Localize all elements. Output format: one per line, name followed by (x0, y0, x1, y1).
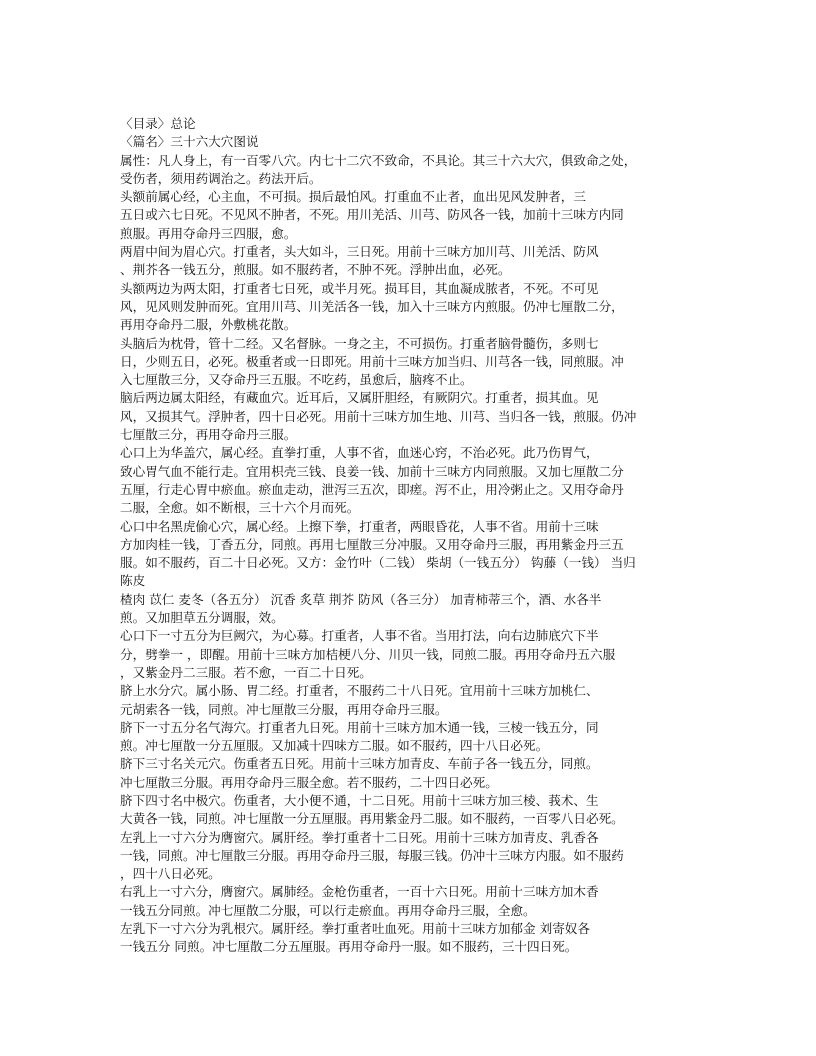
text-line: 心口下一寸五分为巨阙穴，为心募。打重者，人事不省。当用打法，向右边肺底穴下半 (120, 628, 599, 644)
text-line: 右乳上一寸六分，膺窗穴。属肺经。金枪伤重者，一百十六日死。用前十三味方加木香 (120, 884, 599, 900)
text-line: 服。如不服药，百二十日必死。又方：金竹叶（二钱） 柴胡（一钱五分） 钩藤（一钱） 当归 (120, 555, 636, 571)
text-line: 五厘，行走心胃中瘀血。瘀血走动，泄泻三五次，即瘥。泻不止，用冷粥止之。又用夺命丹 (120, 481, 624, 497)
text-line: 一钱五分同煎。冲七厘散二分服，可以行走瘀血。再用夺命丹三服，全愈。 (120, 902, 536, 918)
text-line: 分，劈拳一 ，即醒。用前十三味方加桔梗八分、川贝一钱，同煎二服。再用夺命丹五六服 (120, 646, 616, 662)
text-line: 脐上水分穴。属小肠、胃二经。打重者，不服药二十八日死。宜用前十三味方加桃仁、 (120, 683, 599, 699)
text-line: 元胡索各一钱，同煎。冲七厘散三分服，再用夺命丹三服。 (120, 701, 448, 717)
text-line: 属性：凡人身上，有一百零八穴。内七十二穴不致命，不具论。其三十六大穴，俱致命之处， (120, 152, 637, 168)
text-line: 心口上为华盖穴，属心经。直拳打重，人事不省，血迷心窍，不治必死。此乃伤胃气， (120, 445, 599, 461)
document-page (120, 115, 670, 957)
text-line: 左乳上一寸六分为膺窗穴。属肝经。拳打重者十二日死。用前十三味方加青皮、乳香各 (120, 829, 599, 845)
text-line: 煎服。再用夺命丹三四服，愈。 (120, 225, 297, 241)
text-line: 左乳下一寸六分为乳根穴。属肝经。拳打重者吐血死。用前十三味方加郁金 刘寄奴各 (120, 921, 590, 937)
text-line: 入七厘散三分，又夺命丹三五服。不吃药，虽愈后，脑疼不止。 (120, 372, 473, 388)
text-line: 煎。又加胆草五分调服，效。 (120, 610, 284, 626)
text-line: ，四十八日必死。 (120, 866, 221, 882)
text-line: 两眉中间为眉心穴。打重者，头大如斗，三日死。用前十三味方加川芎、川羌活、防风 (120, 244, 599, 260)
text-line: 、荆芥各一钱五分，煎服。如不服药者，不肿不死。浮肿出血，必死。 (120, 262, 511, 278)
text-line: 一钱，同煎。冲七厘散三分服。再用夺命丹三服，每服三钱。仍冲十三味方内服。如不服药 (120, 847, 624, 863)
text-line: 一钱五分 同煎。冲七厘散二分五厘服。再用夺命丹一服。如不服药，三十四日死。 (120, 939, 578, 955)
text-line: 二服，全愈。如不断根，三十六个月而死。 (120, 500, 360, 516)
text-line: 心口中名黑虎偷心穴，属心经。上擦下拳，打重者，两眼昏花，人事不省。用前十三味 (120, 518, 599, 534)
text-line: 脐下三寸名关元穴。伤重者五日死。用前十三味方加青皮、车前子各一钱五分，同煎。 (120, 756, 599, 772)
text-line: 大黄各一钱，同煎。冲七厘散一分五厘服。再用紫金丹二服。如不服药，一百零八日必死。 (120, 811, 624, 827)
text-line: 日，少则五日，必死。极重者或一日即死。用前十三味方加当归、川芎各一钱，同煎服。冲 (120, 353, 624, 369)
text-line: 头额两边为两太阳，打重者七日死，或半月死。损耳目，其血凝成脓者，不死。不可见 (120, 280, 599, 296)
text-line: 风，又损其气。浮肿者，四十日必死。用前十三味方加生地、川芎、当归各一钱，煎服。仍冲 (120, 408, 637, 424)
toc-heading: 〈目录〉总论 (120, 116, 196, 131)
text-line: 五日或六七日死。不见风不肿者，不死。用川羌活、川芎、防风各一钱，加前十三味方内同 (120, 207, 624, 223)
text-line: 头脑后为枕骨，管十二经。又名督脉。一身之主，不可损伤。打重者脑骨髓伤，多则七 (120, 335, 599, 351)
text-line: 致心胃气血不能行走。宜用枳壳三钱、良姜一钱、加前十三味方内同煎服。又加七厘散二分 (120, 463, 624, 479)
text-line: 再用夺命丹二服，外敷桃花散。 (120, 317, 297, 333)
text-line: 七厘散三分，再用夺命丹三服。 (120, 427, 297, 443)
text-line: 陈皮 (120, 573, 146, 589)
text-line: 冲七厘散三分服。再用夺命丹三服全愈。若不服药，二十四日必死。 (120, 774, 498, 790)
text-line: 脐下四寸名中极穴。伤重者，大小便不通，十二日死。用前十三味方加三棱、莪术、生 (120, 792, 599, 808)
text-line: 楂肉 苡仁 麦冬（各五分） 沉香 炙草 荆芥 防风（各三分） 加青柿蒂三个，酒、水各半 (120, 591, 602, 607)
text-line: ，又紫金丹二三服。若不愈，一百二十日死。 (120, 664, 372, 680)
text-line: 脐下一寸五分名气海穴。打重者九日死。用前十三味方加木通一钱，三棱一钱五分，同 (120, 719, 599, 735)
text-line: 脑后两边属太阳经，有藏血穴。近耳后，又属肝胆经，有厥阴穴。打重者，损其血。见 (120, 390, 599, 406)
text-line: 煎。冲七厘散一分五厘服。又加减十四味方二服。如不服药，四十八日必死。 (120, 738, 549, 754)
text-line: 头额前属心经，心主血，不可损。损后最怕风。打重血不止者，血出见风发肿者，三 (120, 189, 586, 205)
chapter-heading: 〈篇名〉三十六大穴图说 (120, 134, 259, 150)
text-line: 方加肉桂一钱，丁香五分，同煎。再用七厘散三分冲服。又用夺命丹三服，再用紫金丹三五 (120, 536, 624, 552)
text-line: 受伤者，须用药调治之。药法开后。 (120, 170, 322, 186)
text-line: 风，见风则发肿而死。宜用川芎、川羌活各一钱，加入十三味方内煎服。仍冲七厘散二分， (120, 298, 624, 314)
